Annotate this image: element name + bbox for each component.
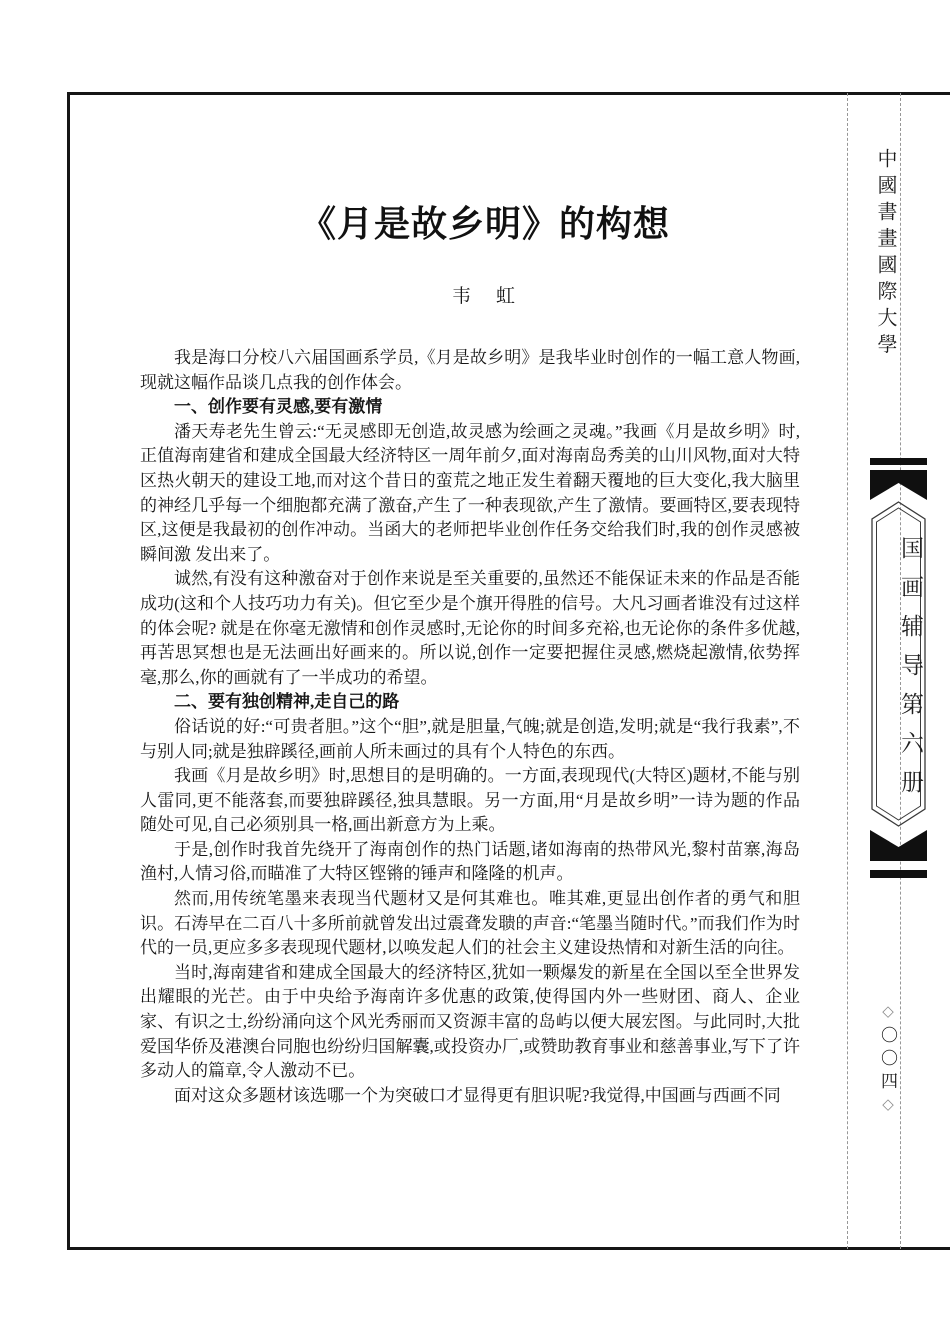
sidebar-university-title: 中國書畫國際大學 <box>874 148 896 360</box>
page-number-value: 〇〇四 <box>878 1026 897 1095</box>
volume-banner <box>870 458 927 878</box>
paragraph: 诚然,有没有这种激奋对于创作来说是至关重要的,虽然还不能保证未来的作品是否能成功(这和个人技巧功力有关)。但它至少是个旗开得胜的信号。大凡习画者谁没有过这样的体会呢? 就是在你毫无激情和创作灵感时,无论你的时间多充裕,也无论你的条件多优越,再苦思冥想也是无法画出好画来的。所以说,创作一定要把握住灵感,燃烧起激情,依势挥毫,那么,你的画就有了一半成功的希望。 <box>140 569 800 687</box>
section-heading: 一、创作要有灵感,要有激情 <box>174 397 383 417</box>
section-heading: 二、要有独创精神,走自己的路 <box>174 692 400 712</box>
volume-banner-label: 国画辅导第六册 <box>898 535 923 809</box>
diamond-ornament-top: ◇ <box>879 1002 895 1026</box>
paragraph: 面对这众多题材该选哪一个为突破口才显得更有胆识呢?我觉得,中国画与西画不同 <box>174 1085 781 1105</box>
article-title: 《月是故乡明》的构想 <box>299 204 670 244</box>
paragraph: 然而,用传统笔墨来表现当代题材又是何其难也。唯其难,更显出创作者的勇气和胆识。石涛早在二百八十多所前就曾发出过震聋发聩的声音:“笔墨当随时代。”而我们作为时代的一员,更应多多表现现代题材,以唤发起人们的社会主义建设热情和对新生活的向往。 <box>140 889 800 958</box>
paragraph: 当时,海南建省和建成全国最大的经济特区,犹如一颗爆发的新星在全国以至全世界发出耀眼的光芒。由于中央给予海南许多优惠的政策,使得国内外一些财团、商人、企业家、有识之士,纷纷涌向这个风光秀丽而又资源丰富的岛屿以便大展宏图。与此同时,大批爱国华侨及港澳台同胞也纷纷归国解囊,或投资办厂,或赞助教育事业和慈善事业,写下了许多动人的篇章,令人激动不已。 <box>140 962 800 1081</box>
paragraph: 俗话说的好:“可贵者胆。”这个“胆”,就是胆量,气魄;就是创造,发明;就是“我行我素”,不与别人同;就是独辟蹊径,画前人所未画过的具有个人特色的东西。 <box>140 716 800 761</box>
diamond-ornament-bottom: ◇ <box>879 1095 895 1119</box>
paragraph: 我是海口分校八六届国画系学员,《月是故乡明》是我毕业时创作的一幅工意人物画,现就这幅作品谈几点我的创作体会。 <box>140 348 800 392</box>
paragraph: 于是,创作时我首先绕开了海南创作的热门话题,诸如海南的热带风光,黎村苗寨,海岛渔村,人情习俗,而瞄准了大特区铿锵的锤声和隆隆的机声。 <box>140 839 800 884</box>
page-number <box>847 1002 900 1119</box>
paragraph: 潘天寿老先生曾云:“无灵感即无创造,故灵感为绘画之灵魂。”我画《月是故乡明》时,正值海南建省和建成全国最大经济特区一周年前夕,面对海南岛秀美的山川风物,面对大特区热火朝天的建设工地,而对这个昔日的蛮荒之地正发生着翻天覆地的巨大变化,我大脑里的神经几乎每一个细胞都充满了激奋,产生了一种表现欲,产生了激情。要画特区,要表现特区,这便是我最初的创作冲动。当函大的老师把毕业创作任务交给我们时,我的创作灵感被瞬间激 发出来了。 <box>140 421 800 564</box>
paragraph: 我画《月是故乡明》时,思想目的是明确的。一方面,表现现代(大特区)题材,不能与别人雷同,更不能落套,而要独辟蹊径,独具慧眼。另一方面,用“月是故乡明”一诗为题的作品随处可见,自己必须别具一格,画出新意方为上乘。 <box>140 766 800 835</box>
article-author: 韦 虹 <box>451 286 518 307</box>
article-body <box>140 346 800 1108</box>
